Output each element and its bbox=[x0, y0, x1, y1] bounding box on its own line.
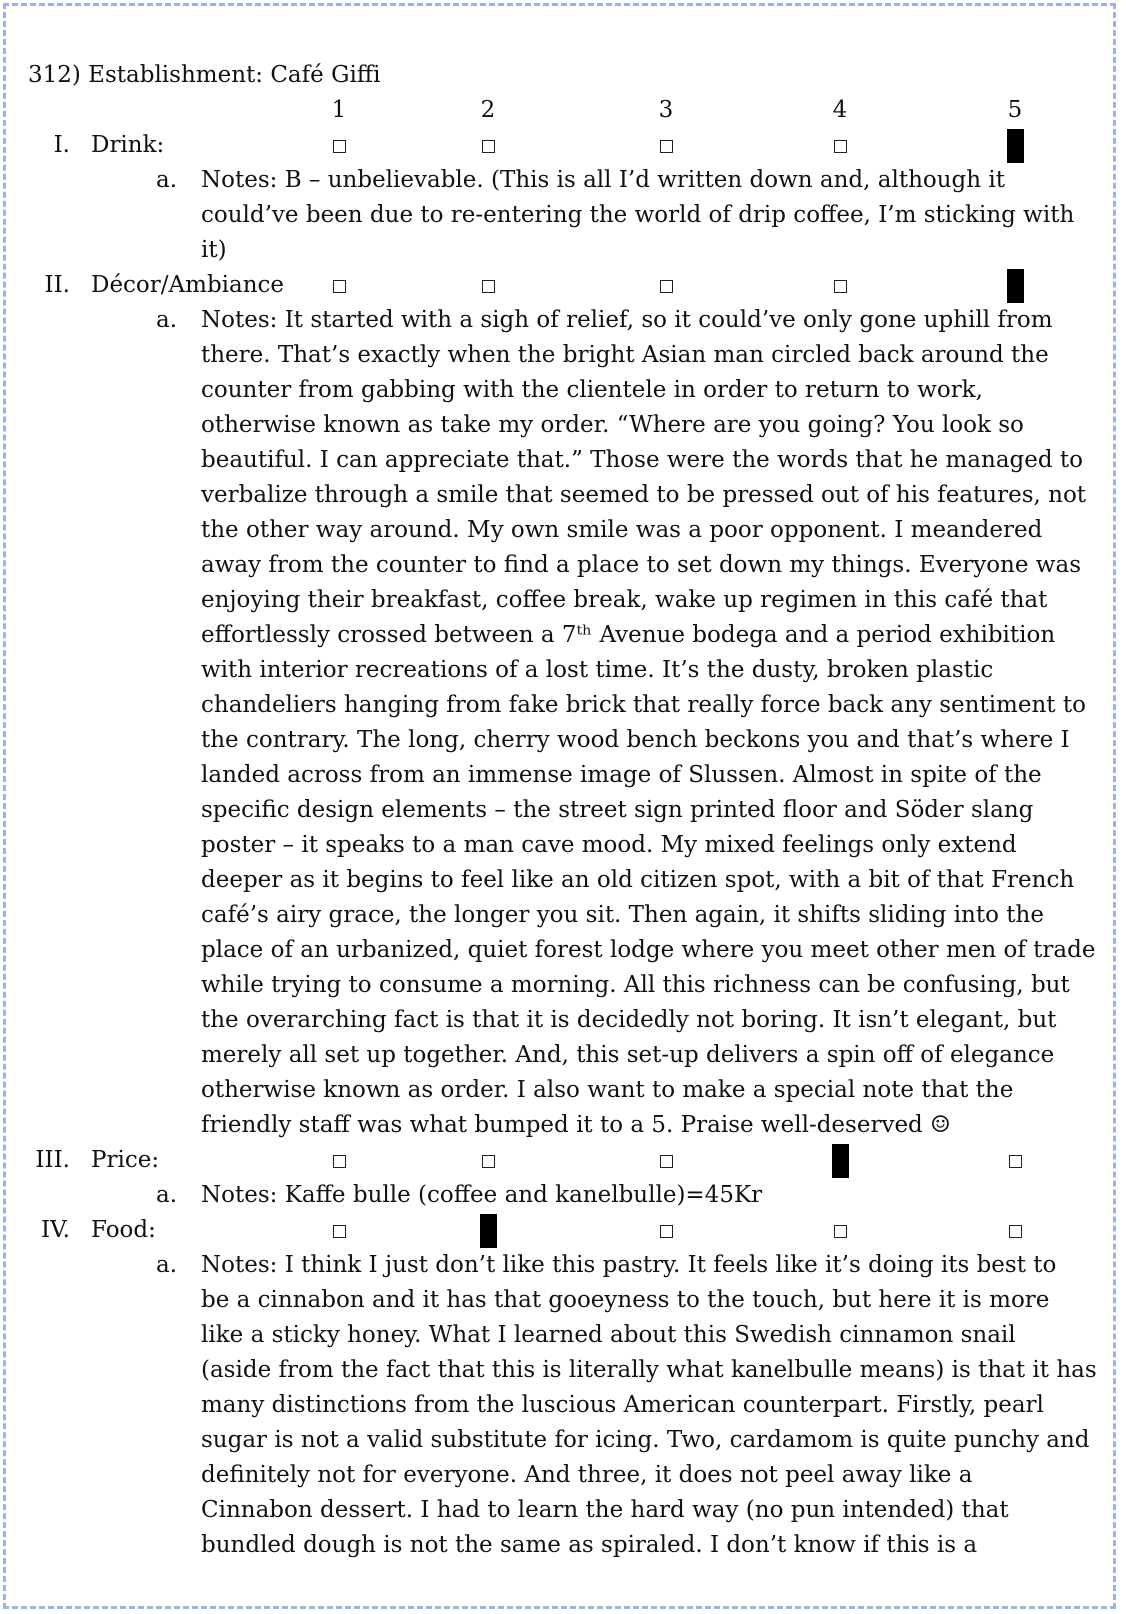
note-line: (aside from the fact that this is literally what kanelbulle means) is that it has bbox=[201, 1357, 1097, 1383]
section-numeral: II. bbox=[44, 272, 70, 298]
note-line: there. That’s exactly when the bright Asian man circled back around the bbox=[201, 342, 1049, 368]
note-line: deeper as it begins to feel like an old citizen spot, with a bit of that French bbox=[201, 867, 1075, 893]
rating-selected-4[interactable] bbox=[832, 1144, 849, 1178]
scale-number-3: 3 bbox=[658, 97, 674, 123]
note-line: Notes: Kaffe bulle (coffee and kanelbulle)=45Kr bbox=[201, 1182, 763, 1208]
note-line: Notes: I think I just don’t like this pastry. It feels like it’s doing its best to bbox=[201, 1252, 1057, 1278]
rating-checkbox-1[interactable] bbox=[333, 280, 346, 293]
note-line: counter from gabbing with the clientele in order to return to work, bbox=[201, 377, 983, 403]
note-line: definitely not for everyone. And three, it does not peel away like a bbox=[201, 1462, 973, 1488]
note-line: specific design elements – the street sign printed floor and Söder slang bbox=[201, 797, 1034, 823]
note-line: chandeliers hanging from fake brick that really force back any sentiment to bbox=[201, 692, 1086, 718]
rating-checkbox-3[interactable] bbox=[660, 140, 673, 153]
note-line: the other way around. My own smile was a poor opponent. I meandered bbox=[201, 517, 1043, 543]
rating-selected-5[interactable] bbox=[1007, 129, 1024, 163]
rating-checkbox-1[interactable] bbox=[333, 140, 346, 153]
scale-number-5: 5 bbox=[1007, 97, 1023, 123]
note-line: friendly staff was what bumped it to a 5. Praise well-deserved ☺ bbox=[201, 1112, 951, 1138]
section-numeral: IV. bbox=[41, 1217, 70, 1243]
note-line: enjoying their breakfast, coffee break, wake up regimen in this café that bbox=[201, 587, 1048, 613]
scale-number-1: 1 bbox=[331, 97, 347, 123]
note-marker: a. bbox=[156, 167, 178, 193]
note-line: effortlessly crossed between a 7ᵗʰ Avenue bodega and a period exhibition bbox=[201, 622, 1056, 648]
note-line: otherwise known as order. I also want to make a special note that the bbox=[201, 1077, 1014, 1103]
rating-selected-2[interactable] bbox=[480, 1214, 497, 1248]
note-line: place of an urbanized, quiet forest lodge where you meet other men of trade bbox=[201, 937, 1096, 963]
note-line: bundled dough is not the same as spiraled. I don’t know if this is a bbox=[201, 1532, 978, 1558]
section-numeral: I. bbox=[53, 132, 70, 158]
note-marker: a. bbox=[156, 1182, 178, 1208]
section-label: Food: bbox=[91, 1217, 156, 1243]
rating-checkbox-5[interactable] bbox=[1009, 1225, 1022, 1238]
rating-checkbox-3[interactable] bbox=[660, 280, 673, 293]
note-line: with interior recreations of a lost time. It’s the dusty, broken plastic bbox=[201, 657, 994, 683]
document-page bbox=[3, 3, 1116, 1609]
rating-checkbox-1[interactable] bbox=[333, 1155, 346, 1168]
section-label: Price: bbox=[91, 1147, 160, 1173]
note-marker: a. bbox=[156, 1252, 178, 1278]
rating-checkbox-2[interactable] bbox=[482, 280, 495, 293]
rating-checkbox-4[interactable] bbox=[834, 1225, 847, 1238]
note-line: the contrary. The long, cherry wood bench beckons you and that’s where I bbox=[201, 727, 1070, 753]
scale-number-2: 2 bbox=[480, 97, 496, 123]
note-line: many distinctions from the luscious American counterpart. Firstly, pearl bbox=[201, 1392, 1044, 1418]
note-line: it) bbox=[201, 237, 227, 263]
section-label: Décor/Ambiance bbox=[91, 272, 285, 298]
note-line: like a sticky honey. What I learned about this Swedish cinnamon snail bbox=[201, 1322, 1016, 1348]
establishment-title: 312) Establishment: Café Giffi bbox=[28, 62, 381, 88]
rating-checkbox-1[interactable] bbox=[333, 1225, 346, 1238]
note-line: beautiful. I can appreciate that.” Those were the words that he managed to bbox=[201, 447, 1083, 473]
note-line: Cinnabon dessert. I had to learn the hard way (no pun intended) that bbox=[201, 1497, 1009, 1523]
note-line: poster – it speaks to a man cave mood. My mixed feelings only extend bbox=[201, 832, 1017, 858]
note-line: verbalize through a smile that seemed to be pressed out of his features, not bbox=[201, 482, 1087, 508]
note-marker: a. bbox=[156, 307, 178, 333]
rating-checkbox-3[interactable] bbox=[660, 1155, 673, 1168]
section-numeral: III. bbox=[35, 1147, 70, 1173]
note-line: Notes: B – unbelievable. (This is all I’d written down and, although it bbox=[201, 167, 1005, 193]
note-line: sugar is not a valid substitute for icing. Two, cardamom is quite punchy and bbox=[201, 1427, 1090, 1453]
scale-number-4: 4 bbox=[832, 97, 848, 123]
note-line: Notes: It started with a sigh of relief, so it could’ve only gone uphill from bbox=[201, 307, 1053, 333]
note-line: be a cinnabon and it has that gooeyness to the touch, but here it is more bbox=[201, 1287, 1050, 1313]
rating-checkbox-2[interactable] bbox=[482, 1155, 495, 1168]
note-line: otherwise known as take my order. “Where are you going? You look so bbox=[201, 412, 1024, 438]
note-line: away from the counter to find a place to set down my things. Everyone was bbox=[201, 552, 1081, 578]
note-line: landed across from an immense image of Slussen. Almost in spite of the bbox=[201, 762, 1042, 788]
rating-checkbox-3[interactable] bbox=[660, 1225, 673, 1238]
note-line: could’ve been due to re-entering the world of drip coffee, I’m sticking with bbox=[201, 202, 1075, 228]
note-line: the overarching fact is that it is decidedly not boring. It isn’t elegant, but bbox=[201, 1007, 1057, 1033]
rating-checkbox-2[interactable] bbox=[482, 140, 495, 153]
rating-selected-5[interactable] bbox=[1007, 269, 1024, 303]
note-line: café’s airy grace, the longer you sit. Then again, it shifts sliding into the bbox=[201, 902, 1044, 928]
note-line: while trying to consume a morning. All this richness can be confusing, but bbox=[201, 972, 1070, 998]
rating-checkbox-4[interactable] bbox=[834, 140, 847, 153]
section-label: Drink: bbox=[91, 132, 165, 158]
rating-checkbox-4[interactable] bbox=[834, 280, 847, 293]
rating-checkbox-5[interactable] bbox=[1009, 1155, 1022, 1168]
note-line: merely all set up together. And, this set-up delivers a spin off of elegance bbox=[201, 1042, 1055, 1068]
